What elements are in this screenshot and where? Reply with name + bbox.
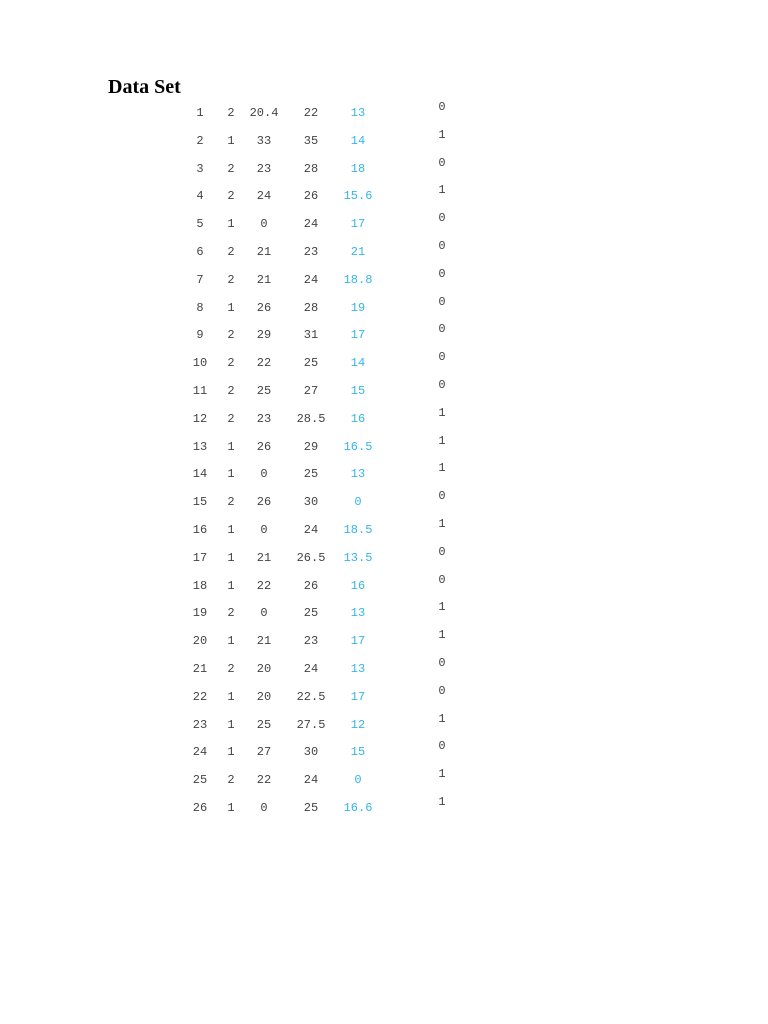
table-cell-col-3: 33 (256, 133, 272, 148)
table-cell-col-2: 1 (227, 439, 235, 454)
table-cell-col-4: 25 (303, 467, 319, 482)
table-cell-col-2: 1 (227, 300, 235, 315)
table-cell-col-5: 14 (350, 356, 366, 371)
table-cell-col-4: 30 (303, 495, 319, 510)
table-row (0, 572, 768, 600)
table-cell-col-1: 9 (196, 328, 204, 343)
table-cell-col-5: 15.6 (343, 189, 373, 204)
table-cell-col-1: 15 (192, 495, 208, 510)
table-cell-col-5: 15 (350, 383, 366, 398)
table-cell-col-1: 17 (192, 550, 208, 565)
table-cell-col-5: 13.5 (343, 550, 373, 565)
table-cell-col-5: 16 (350, 411, 366, 426)
table-cell-col-4: 24 (303, 661, 319, 676)
table-cell-col-6: 0 (438, 266, 446, 281)
table-cell-col-1: 2 (196, 133, 204, 148)
table-cell-col-3: 26 (256, 495, 272, 510)
table-cell-col-5: 15 (350, 745, 366, 760)
table-row (0, 182, 768, 210)
table-cell-col-5: 17 (350, 217, 366, 232)
table-row (0, 127, 768, 155)
table-row (0, 488, 768, 516)
table-row (0, 599, 768, 627)
table-cell-col-4: 35 (303, 133, 319, 148)
table-cell-col-5: 17 (350, 689, 366, 704)
table-cell-col-3: 0 (260, 217, 268, 232)
table-cell-col-5: 14 (350, 133, 366, 148)
table-cell-col-6: 1 (438, 127, 446, 142)
table-cell-col-2: 2 (227, 161, 235, 176)
table-cell-col-1: 3 (196, 161, 204, 176)
table-cell-col-2: 1 (227, 800, 235, 815)
table-cell-col-5: 18.8 (343, 272, 373, 287)
table-cell-col-6: 1 (438, 794, 446, 809)
table-cell-col-2: 1 (227, 133, 235, 148)
table-cell-col-6: 1 (438, 405, 446, 420)
table-cell-col-2: 1 (227, 634, 235, 649)
table-cell-col-4: 25 (303, 356, 319, 371)
table-cell-col-6: 0 (438, 489, 446, 504)
table-cell-col-5: 17 (350, 328, 366, 343)
table-cell-col-6: 0 (438, 322, 446, 337)
table-cell-col-4: 22 (303, 106, 319, 120)
table-cell-col-4: 22.5 (296, 689, 326, 704)
table-cell-col-2: 2 (227, 661, 235, 676)
table-cell-col-6: 0 (438, 155, 446, 170)
table-cell-col-1: 16 (192, 522, 208, 537)
table-row (0, 99, 768, 127)
table-cell-col-3: 25 (256, 383, 272, 398)
table-row (0, 627, 768, 655)
table-cell-col-4: 24 (303, 272, 319, 287)
table-cell-col-3: 24 (256, 189, 272, 204)
table-cell-col-6: 0 (438, 350, 446, 365)
table-cell-col-1: 25 (192, 773, 208, 788)
table-cell-col-4: 30 (303, 745, 319, 760)
table-cell-col-2: 2 (227, 495, 235, 510)
table-cell-col-4: 28 (303, 161, 319, 176)
table-cell-col-5: 0 (354, 773, 362, 788)
table-row (0, 544, 768, 572)
table-cell-col-4: 29 (303, 439, 319, 454)
table-cell-col-1: 4 (196, 189, 204, 204)
table-cell-col-3: 21 (256, 244, 272, 259)
table-row (0, 738, 768, 766)
table-cell-col-4: 28.5 (296, 411, 326, 426)
table-cell-col-1: 26 (192, 800, 208, 815)
table-cell-col-1: 20 (192, 634, 208, 649)
table-cell-col-2: 1 (227, 578, 235, 593)
table-row (0, 210, 768, 238)
table-cell-col-1: 22 (192, 689, 208, 704)
table-cell-col-5: 18 (350, 161, 366, 176)
table-cell-col-3: 23 (256, 161, 272, 176)
table-cell-col-2: 2 (227, 411, 235, 426)
table-cell-col-3: 26 (256, 439, 272, 454)
table-cell-col-2: 2 (227, 189, 235, 204)
table-cell-col-3: 27 (256, 745, 272, 760)
table-cell-col-6: 0 (438, 739, 446, 754)
table-row (0, 655, 768, 683)
table-cell-col-5: 12 (350, 717, 366, 732)
table-cell-col-3: 26 (256, 300, 272, 315)
table-cell-col-2: 2 (227, 272, 235, 287)
table-cell-col-5: 13 (350, 661, 366, 676)
table-row (0, 377, 768, 405)
table-cell-col-1: 11 (192, 383, 208, 398)
table-cell-col-3: 22 (256, 356, 272, 371)
table-cell-col-6: 1 (438, 433, 446, 448)
table-cell-col-1: 13 (192, 439, 208, 454)
table-cell-col-3: 20 (256, 661, 272, 676)
table-row (0, 238, 768, 266)
table-cell-col-6: 1 (438, 516, 446, 531)
table-cell-col-6: 1 (438, 767, 446, 782)
table-cell-col-1: 19 (192, 606, 208, 621)
table-cell-col-2: 1 (227, 522, 235, 537)
page-title: Data Set (108, 76, 181, 98)
table-cell-col-6: 0 (438, 572, 446, 587)
table-cell-col-1: 18 (192, 578, 208, 593)
table-cell-col-3: 25 (256, 717, 272, 732)
table-cell-col-2: 2 (227, 383, 235, 398)
table-cell-col-3: 20 (256, 689, 272, 704)
table-row (0, 683, 768, 711)
table-cell-col-4: 26.5 (296, 550, 326, 565)
table-cell-col-4: 24 (303, 773, 319, 788)
table-cell-col-1: 24 (192, 745, 208, 760)
table-cell-col-4: 28 (303, 300, 319, 315)
table-cell-col-5: 16.5 (343, 439, 373, 454)
table-cell-col-4: 24 (303, 217, 319, 232)
table-cell-col-4: 25 (303, 800, 319, 815)
table-cell-col-2: 2 (227, 328, 235, 343)
table-cell-col-2: 2 (227, 106, 235, 120)
table-row (0, 155, 768, 183)
table-cell-col-4: 26 (303, 189, 319, 204)
table-cell-col-5: 19 (350, 300, 366, 315)
table-cell-col-1: 6 (196, 244, 204, 259)
table-cell-col-1: 23 (192, 717, 208, 732)
table-cell-col-3: 20.4 (249, 106, 279, 120)
table-cell-col-6: 0 (438, 211, 446, 226)
table-cell-col-2: 1 (227, 217, 235, 232)
table-row (0, 266, 768, 294)
table-cell-col-6: 1 (438, 628, 446, 643)
table-cell-col-6: 0 (438, 238, 446, 253)
table-cell-col-1: 21 (192, 661, 208, 676)
table-cell-col-6: 1 (438, 183, 446, 198)
table-cell-col-1: 5 (196, 217, 204, 232)
table-cell-col-4: 24 (303, 522, 319, 537)
table-cell-col-4: 27 (303, 383, 319, 398)
table-cell-col-3: 0 (260, 606, 268, 621)
table-row (0, 794, 768, 822)
table-cell-col-5: 16 (350, 578, 366, 593)
table-cell-col-5: 21 (350, 244, 366, 259)
table-cell-col-6: 1 (438, 461, 446, 476)
table-cell-col-5: 16.6 (343, 800, 373, 815)
table-cell-col-4: 31 (303, 328, 319, 343)
table-cell-col-4: 25 (303, 606, 319, 621)
table-cell-col-1: 1 (196, 106, 204, 120)
table-row (0, 460, 768, 488)
table-cell-col-6: 0 (438, 655, 446, 670)
table-cell-col-5: 13 (350, 606, 366, 621)
table-row (0, 766, 768, 794)
table-cell-col-3: 22 (256, 578, 272, 593)
table-cell-col-6: 0 (438, 100, 446, 114)
table-cell-col-5: 0 (354, 495, 362, 510)
table-cell-col-2: 1 (227, 717, 235, 732)
table-cell-col-2: 2 (227, 773, 235, 788)
table-cell-col-5: 18.5 (343, 522, 373, 537)
table-cell-col-3: 29 (256, 328, 272, 343)
table-cell-col-2: 1 (227, 689, 235, 704)
data-table (0, 99, 768, 822)
table-row (0, 711, 768, 739)
table-cell-col-4: 23 (303, 634, 319, 649)
table-cell-col-5: 13 (350, 106, 366, 120)
table-cell-col-1: 8 (196, 300, 204, 315)
table-cell-col-1: 10 (192, 356, 208, 371)
table-cell-col-4: 23 (303, 244, 319, 259)
table-cell-col-3: 21 (256, 550, 272, 565)
table-cell-col-4: 27.5 (296, 717, 326, 732)
table-row (0, 294, 768, 322)
table-row (0, 516, 768, 544)
table-cell-col-1: 14 (192, 467, 208, 482)
table-cell-col-3: 21 (256, 272, 272, 287)
table-cell-col-3: 22 (256, 773, 272, 788)
table-row (0, 405, 768, 433)
table-cell-col-6: 0 (438, 294, 446, 309)
table-cell-col-2: 1 (227, 467, 235, 482)
table-cell-col-6: 1 (438, 711, 446, 726)
table-cell-col-1: 12 (192, 411, 208, 426)
table-cell-col-3: 0 (260, 522, 268, 537)
table-cell-col-3: 21 (256, 634, 272, 649)
table-cell-col-2: 1 (227, 550, 235, 565)
table-cell-col-6: 0 (438, 377, 446, 392)
table-row (0, 433, 768, 461)
table-cell-col-5: 13 (350, 467, 366, 482)
table-row (0, 321, 768, 349)
table-row (0, 349, 768, 377)
table-cell-col-4: 26 (303, 578, 319, 593)
table-cell-col-3: 0 (260, 800, 268, 815)
table-cell-col-6: 0 (438, 683, 446, 698)
table-cell-col-3: 23 (256, 411, 272, 426)
table-cell-col-3: 0 (260, 467, 268, 482)
table-cell-col-5: 17 (350, 634, 366, 649)
table-cell-col-2: 2 (227, 244, 235, 259)
table-cell-col-1: 7 (196, 272, 204, 287)
table-cell-col-6: 1 (438, 600, 446, 615)
table-cell-col-6: 0 (438, 544, 446, 559)
table-cell-col-2: 1 (227, 745, 235, 760)
table-cell-col-2: 2 (227, 356, 235, 371)
table-cell-col-2: 2 (227, 606, 235, 621)
